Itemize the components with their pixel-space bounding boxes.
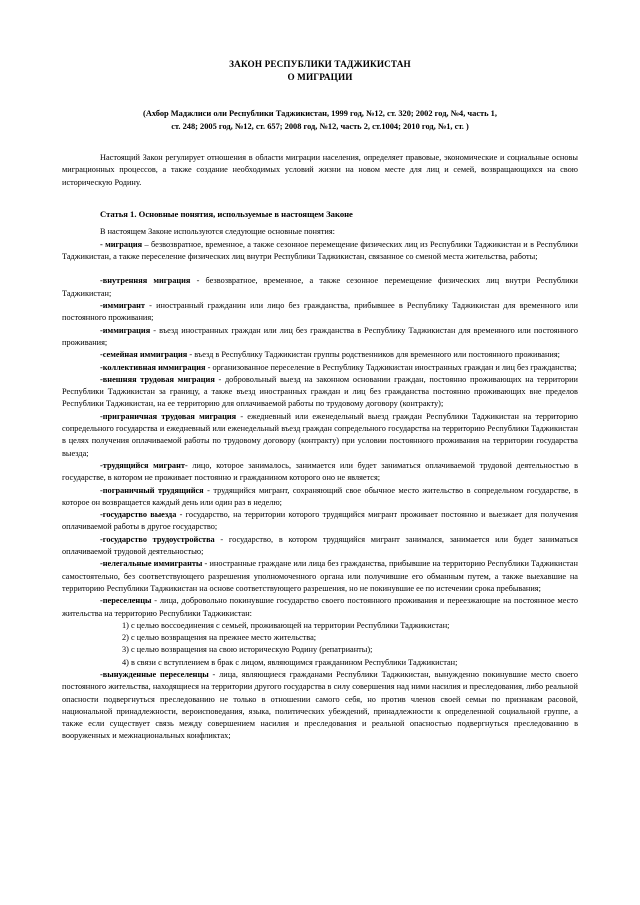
term-migration bbox=[62, 239, 578, 264]
term-label: - миграция bbox=[100, 239, 143, 249]
term-label: -внутренняя миграция bbox=[100, 276, 191, 286]
term-state-of-employment bbox=[62, 534, 578, 559]
term-definition: - въезд в Республику Таджикистан группы родственников для временного или постоянного проживания; bbox=[187, 350, 560, 360]
term-label: -коллективная иммиграция bbox=[100, 362, 206, 372]
term-resettlers bbox=[62, 595, 578, 620]
term-migrant-worker bbox=[62, 460, 578, 485]
definitions-lead-in: В настоящем Законе используются следующие основные понятия: bbox=[100, 227, 335, 237]
term-state-of-departure bbox=[62, 509, 578, 534]
term-label: -семейная иммиграция bbox=[100, 350, 188, 360]
term-label: -государство трудоустройства bbox=[100, 534, 215, 544]
term-label: -государство выезда bbox=[100, 510, 177, 520]
term-illegal-immigrants bbox=[62, 558, 578, 595]
term-label: -переселенцы bbox=[100, 596, 152, 606]
term-label: -нелегальные иммигранты bbox=[100, 559, 203, 569]
document-title-line-1: ЗАКОН РЕСПУБЛИКИ ТАДЖИКИСТАН bbox=[229, 59, 411, 69]
preamble-paragraph: Настоящий Закон регулирует отношения в области миграции населения, определяет правовые, экономические и социальные основы миграционных процессов, а также создание необходимых условий жизни на новом месте для лиц и семей, возвращающихся на свою историческую Родину. bbox=[62, 153, 578, 187]
term-definition: - ежедневный или еженедельный выезд граждан Республики Таджикистан на территорию сопредельного государства и ежедневный или еженедельный въезд граждан сопредельного государства на территорию Республики Таджикистан в целях получения оплачиваемой работы по трудовому договору (контракту) при условии постоянного проживания на территории государства выезда; bbox=[62, 411, 578, 458]
term-definition: - безвозвратное, временное, а также сезонное перемещение физических лиц внутри Республики Таджикистан; bbox=[62, 276, 578, 298]
term-definition: - трудящийся мигрант, сохраняющий свое обычное место жительство в сопредельном государстве, в которое он возвращается каждый день или один раз в неделю; bbox=[62, 485, 578, 507]
term-cross-border-labor-migration bbox=[62, 411, 578, 460]
numbered-item-2: 2) с целью возвращения на прежнее место жительства; bbox=[122, 633, 317, 643]
numbered-item-1: 1) с целью воссоединения с семьей, проживающей на территории Республики Таджикистан; bbox=[122, 620, 450, 630]
term-definition: - лица, добровольно покинувшие государство своего постоянного проживания и переезжающие на постоянное место жительства на территорию Республики Таджикистан: bbox=[62, 596, 578, 618]
term-frontier-worker bbox=[62, 485, 578, 510]
document-title bbox=[62, 58, 578, 83]
term-label: -трудящийся мигрант bbox=[100, 460, 185, 470]
term-label: -вынужденные переселенцы bbox=[100, 669, 209, 679]
term-immigration bbox=[62, 325, 578, 350]
document-title-line-2: О МИГРАЦИИ bbox=[287, 71, 353, 82]
term-definition: - добровольный выезд на законном основании граждан, постоянно проживающих на территории Республики Таджикистан за границу, а также въезд иностранных граждан и лиц без гражданства постоянно проживающих вне пределов Республики Таджикистан, на ее территорию для оплачиваемой работы по трудовому договору (контракту); bbox=[62, 374, 578, 409]
term-label: -приграничная трудовая миграция bbox=[100, 411, 237, 421]
term-internal-migration bbox=[62, 275, 578, 300]
term-label: -иммиграция bbox=[100, 325, 151, 335]
term-definition: - лица, являющиеся гражданами Республики Таджикистан, вынужденно покинувшие место своего постоянного жительства, находящиеся на территории другого государства в силу совершения над ними насилия и преследования, либо реальной опасности подвергнуться преследованию не только в отношении самого себя, но против членов своей семьи по признакам расовой, национальной принадлежности, вероисповедания, языка, политических убеждений, принадлежности к определенной социальной группе, а также если существует связь между совершением насилия и преследования и реальной опасностью подвергнуться преследованию в вооруженных и межнациональных конфликтах; bbox=[62, 669, 578, 741]
numbered-item-4: 4) в связи с вступлением в брак с лицом, являющимся гражданином Республики Таджикистан; bbox=[122, 657, 458, 667]
numbered-item-3: 3) с целью возвращения на свою историческую Родину (репатрианты); bbox=[122, 645, 373, 655]
article-1-heading: Статья 1. Основные понятия, используемые в настоящем Законе bbox=[100, 208, 353, 219]
term-family-immigration bbox=[62, 349, 578, 361]
term-definition: - иностранные граждане или лица без гражданства, прибывшие на территорию Республики Таджикистан самостоятельно, без соответствующего разрешения уполномоченного органа или получившие его обманным путем, а также выехавшие на территорию Республики Таджикистан на основе соответствующего разрешения, но не покинувшие ее по истечении срока пребывания; bbox=[62, 559, 578, 593]
term-definition: – безвозвратное, временное, а также сезонное перемещение физических лиц из Республики Таджикистан и в Республики Таджикистан, а также переселение физических лиц внутри Республики Таджикистан, связанное со сменой места жительства, работы; bbox=[62, 239, 578, 261]
term-label: -пограничный трудящийся bbox=[100, 485, 204, 495]
citation-line-2: ст. 248; 2005 год, №12, ст. 657; 2008 год, №12, часть 2, ст.1004; 2010 год, №1, ст. ) bbox=[171, 121, 469, 131]
term-definition: - иностранный гражданин или лицо без гражданства, прибывшее в Республику Таджикистан для временного или постоянного проживания; bbox=[62, 301, 578, 323]
term-external-labor-migration bbox=[62, 374, 578, 411]
citation-line-1: (Ахбор Маджлиси оли Республики Таджикистан, 1999 год, №12, ст. 320; 2002 год, №4, часть 1, bbox=[143, 109, 497, 119]
term-label: -иммигрант bbox=[100, 301, 146, 311]
spacer bbox=[62, 189, 578, 208]
term-immigrant bbox=[62, 300, 578, 325]
term-forced-resettlers bbox=[62, 669, 578, 743]
spacer bbox=[62, 133, 578, 152]
term-definition: - организованное переселение в Республику Таджикистан иностранных граждан и лиц без гражданства; bbox=[205, 362, 577, 372]
term-definition: - въезд иностранных граждан или лиц без гражданства в Республику Таджикистан для временного или постоянного проживания; bbox=[62, 325, 578, 347]
term-collective-immigration bbox=[62, 362, 578, 374]
term-definition: - государство, на территории которого трудящийся мигрант проживает постоянно и выезжает для получения оплачиваемой работы в другое государство; bbox=[62, 510, 578, 532]
official-citation bbox=[62, 108, 578, 133]
term-definition: - лицо, которое занималось, занимается или будет заниматься оплачиваемой трудовой деятельностью в государстве, в котором не проживает постоянно и гражданином которого оно не является; bbox=[62, 460, 578, 483]
spacer bbox=[62, 263, 578, 275]
term-label: -внешняя трудовая миграция bbox=[100, 374, 215, 384]
term-definition: - государство, в котором трудящийся мигрант занимался, занимается или будет заниматься оплачиваемой трудовой деятельностью; bbox=[62, 534, 578, 557]
